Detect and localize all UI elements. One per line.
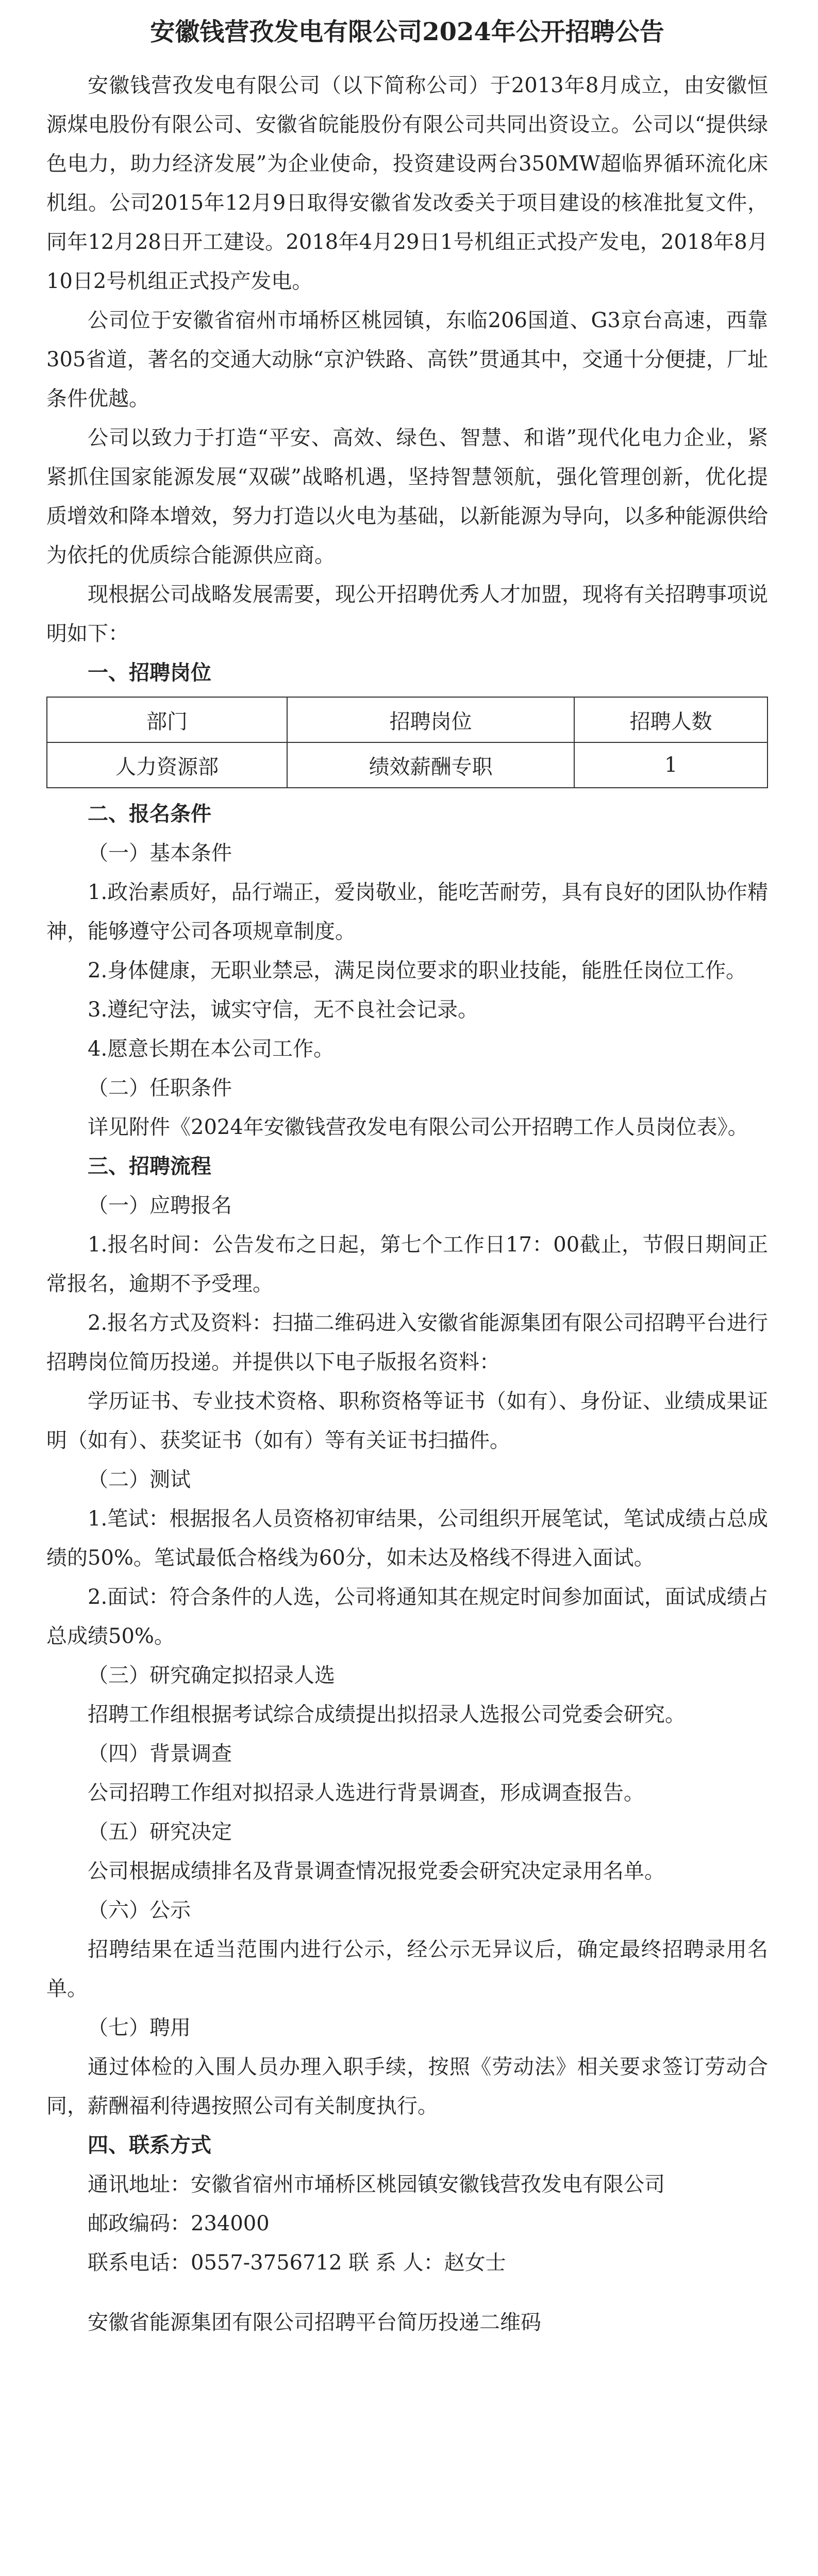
subheading-qualification: （二）任职条件 <box>88 1076 232 1100</box>
qualification-text: 详见附件《2024年安徽钱营孜发电有限公司公开招聘工作人员岗位表》。 <box>88 1115 748 1139</box>
section-heading-positions: 一、招聘岗位 <box>88 660 211 685</box>
requirement-item: 4.愿意长期在本公司工作。 <box>88 1037 335 1061</box>
table-header-row <box>47 697 767 742</box>
qr-caption: 安徽省能源集团有限公司招聘平台简历投递二维码 <box>88 2311 541 2334</box>
process-paragraph: 1.笔试：根据报名人员资格初审结果，公司组织开展笔试，笔试成绩占总成绩的50%。笔试最低合格线为60分，如未达及格线不得进入面试。 <box>46 1507 768 1570</box>
subheading-background: （四）背景调查 <box>88 1742 232 1766</box>
process-paragraph: 招聘结果在适当范围内进行公示，经公示无异议后，确定最终招聘录用名单。 <box>46 1938 768 2001</box>
process-paragraph: 学历证书、专业技术资格、职称资格等证书（如有）、身份证、业绩成果证明（如有）、获奖证书（如有）等有关证书扫描件。 <box>46 1389 768 1452</box>
intro-paragraph-1: 安徽钱营孜发电有限公司（以下简称公司）于2013年8月成立，由安徽恒源煤电股份有限公司、安徽省皖能股份有限公司共同出资设立。公司以“提供绿色电力，助力经济发展”为企业使命，投资建设两台350MW超临界循环流化床机组。公司2015年12月9日取得安徽省发改委关于项目建设的核准批复文件，同年12月28日开工建设。2018年4月29日1号机组正式投产发电，2018年8月10日2号机组正式投产发电。 <box>46 74 768 293</box>
subheading-basic: （一）基本条件 <box>88 841 232 865</box>
subheading-apply: （一）应聘报名 <box>88 1194 232 1217</box>
subheading-decision: （五）研究决定 <box>88 1820 232 1844</box>
table-header-cell: 部门 <box>47 697 287 742</box>
table-cell: 绩效薪酬专职 <box>287 742 574 788</box>
subheading-employment: （七）聘用 <box>88 2016 191 2040</box>
table-cell: 人力资源部 <box>47 742 287 788</box>
subheading-candidates: （三）研究确定拟招录人选 <box>88 1664 335 1687</box>
process-paragraph: 1.报名时间：公告发布之日起，第七个工作日17：00截止，节假日期间正常报名，逾期不予受理。 <box>46 1233 768 1296</box>
section-heading-contact: 四、联系方式 <box>88 2133 211 2157</box>
section-heading-process: 三、招聘流程 <box>88 1154 211 1178</box>
process-paragraph: 通过体检的入围人员办理入职手续，按照《劳动法》相关要求签订劳动合同，薪酬福利待遇按照公司有关制度执行。 <box>46 2055 768 2118</box>
contact-postcode: 邮政编码：234000 <box>88 2212 270 2235</box>
process-paragraph: 2.面试：符合条件的人选，公司将通知其在规定时间参加面试，面试成绩占总成绩50%。 <box>46 1585 768 1648</box>
subheading-test: （二）测试 <box>88 1468 191 1492</box>
requirement-item: 3.遵纪守法，诚实守信，无不良社会记录。 <box>88 998 479 1022</box>
subheading-publicity: （六）公示 <box>88 1899 191 1922</box>
requirement-item: 2.身体健康，无职业禁忌，满足岗位要求的职业技能，能胜任岗位工作。 <box>88 959 747 982</box>
table-cell: 1 <box>574 742 767 788</box>
positions-table <box>46 697 768 788</box>
requirement-item: 1.政治素质好，品行端正，爱岗敬业，能吃苦耐劳，具有良好的团队协作精神，能够遵守公司各项规章制度。 <box>46 880 768 943</box>
process-paragraph: 公司招聘工作组对拟招录人选进行背景调查，形成调查报告。 <box>88 1781 644 1805</box>
process-paragraph: 2.报名方式及资料：扫描二维码进入安徽省能源集团有限公司招聘平台进行招聘岗位简历投递。并提供以下电子版报名资料： <box>46 1311 768 1374</box>
page-title: 安徽钱营孜发电有限公司2024年公开招聘公告 <box>150 18 664 46</box>
process-paragraph: 招聘工作组根据考试综合成绩提出拟招录人选报公司党委会研究。 <box>88 1703 686 1726</box>
section-heading-requirements: 二、报名条件 <box>88 802 211 826</box>
contact-phone: 联系电话：0557-3756712 联 系 人：赵女士 <box>88 2251 506 2275</box>
process-paragraph: 公司根据成绩排名及背景调查情况报党委会研究决定录用名单。 <box>88 1859 665 1883</box>
intro-paragraph-4: 现根据公司战略发展需要，现公开招聘优秀人才加盟，现将有关招聘事项说明如下： <box>46 583 768 646</box>
document-page <box>46 0 768 2342</box>
intro-paragraph-3: 公司以致力于打造“平安、高效、绿色、智慧、和谐”现代化电力企业，紧紧抓住国家能源发展“双碳”战略机遇，坚持智慧领航，强化管理创新，优化提质增效和降本增效，努力打造以火电为基础，以新能源为导向，以多种能源供给为依托的优质综合能源供应商。 <box>46 426 768 567</box>
intro-paragraph-2: 公司位于安徽省宿州市埇桥区桃园镇，东临206国道、G3京台高速，西靠305省道，著名的交通大动脉“京沪铁路、高铁”贯通其中，交通十分便捷，厂址条件优越。 <box>46 309 768 411</box>
table-header-cell: 招聘岗位 <box>287 697 574 742</box>
table-header-cell: 招聘人数 <box>574 697 767 742</box>
contact-address: 通讯地址：安徽省宿州市埇桥区桃园镇安徽钱营孜发电有限公司 <box>88 2173 665 2196</box>
table-row <box>47 742 767 788</box>
